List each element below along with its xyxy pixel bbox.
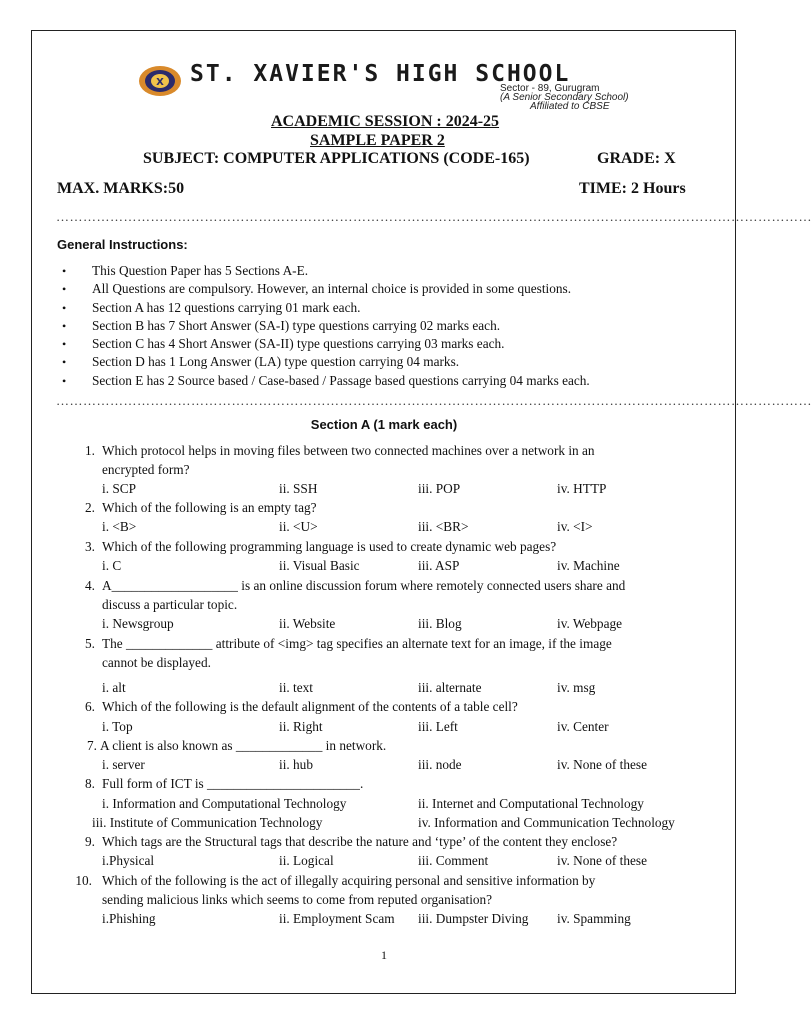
option: ii. Logical (279, 853, 334, 868)
question-number: 1. (85, 443, 95, 458)
question-number: 3. (85, 539, 95, 554)
time-allowed: TIME: 2 Hours (579, 180, 686, 197)
question-number: 5. (85, 636, 95, 651)
question-text: Which of the following programming language is used to create dynamic web pages? (102, 539, 557, 554)
option: iv. Machine (557, 558, 620, 573)
paper-title: SAMPLE PAPER 2 (310, 132, 445, 149)
option: iv. <I> (557, 519, 593, 534)
question-number: 10. (75, 873, 92, 888)
question-number: 7. (87, 738, 97, 753)
question-number: 4. (85, 578, 95, 593)
option: iii. node (418, 757, 462, 772)
option: ii. text (279, 680, 313, 695)
option: iii. Comment (418, 853, 489, 868)
question-text: Full form of ICT is _______________________. (102, 776, 364, 791)
option: iii. Blog (418, 616, 462, 631)
question-number: 8. (85, 776, 95, 791)
list-item: • This Question Paper has 5 Sections A-E. (62, 263, 309, 278)
question-text: Which of the following is the act of illegally acquiring personal and sensitive information by (102, 873, 596, 888)
option: iii. Dumpster Diving (418, 911, 529, 926)
option: iv. None of these (557, 757, 647, 772)
option: ii. SSH (279, 481, 318, 496)
question-text: A___________________ is an online discussion forum where remotely connected users share and (102, 578, 626, 593)
address-line: (A Senior Secondary School) (500, 92, 629, 103)
option: iii. alternate (418, 680, 482, 695)
address-line: Affiliated to CBSE (530, 101, 610, 112)
option: i. Information and Computational Technology (102, 796, 347, 811)
option: ii. Visual Basic (279, 558, 360, 573)
list-item: • Section A has 12 questions carrying 01 mark each. (62, 299, 361, 315)
list-item: • Section C has 4 Short Answer (SA-II) type questions carrying 03 marks each. (62, 336, 505, 352)
option: i. SCP (102, 481, 137, 496)
option: iv. msg (557, 680, 596, 695)
option: iv. Webpage (557, 616, 623, 631)
option: iii. Left (418, 719, 458, 734)
option: iii. Institute of Communication Technology (92, 815, 323, 830)
instructions-title: General Instructions: (57, 237, 188, 252)
address-line: Sector - 89, Gurugram (500, 83, 600, 94)
question-text: sending malicious links which seems to come from reputed organisation? (102, 892, 493, 907)
school-name: ST. XAVIER'S HIGH SCHOOL (190, 61, 571, 87)
option: ii. Employment Scam (279, 911, 395, 926)
school-crest-logo (138, 64, 182, 98)
section-a-title: Section A (1 mark each) (310, 417, 458, 432)
option: i. alt (102, 680, 126, 695)
option: iv. Spamming (557, 911, 631, 926)
question-number: 9. (85, 834, 95, 849)
instructions-list (56, 262, 716, 390)
option: ii. hub (279, 757, 313, 772)
dotted-divider: …………………………………………………………………………………………………………………………………………………… (56, 393, 812, 408)
option: ii. <U> (279, 519, 318, 534)
dotted-divider: …………………………………………………………………………………………………………………………………………………… (56, 209, 812, 224)
question-text: discuss a particular topic. (102, 597, 238, 612)
list-item: • Section B has 7 Short Answer (SA-I) type questions carrying 02 marks each. (62, 317, 501, 333)
max-marks: MAX. MARKS:50 (57, 180, 185, 197)
option: ii. Internet and Computational Technology (418, 796, 644, 811)
question-text: Which protocol helps in moving files between two connected machines over a network in an (102, 443, 595, 458)
option: i. server (102, 757, 145, 772)
option: i. <B> (102, 519, 137, 534)
subject-line: SUBJECT: COMPUTER APPLICATIONS (CODE-165) (143, 150, 530, 167)
option: iv. Information and Communication Technology (418, 815, 675, 830)
option: i. C (102, 558, 122, 573)
option: ii. Website (279, 616, 336, 631)
question-number: 6. (85, 699, 95, 714)
option: i. Top (102, 719, 133, 734)
list-item: • All Questions are compulsory. However, an internal choice is provided in some questions. (62, 281, 572, 297)
question-text: Which of the following is an empty tag? (102, 500, 317, 515)
svg-text:X: X (156, 77, 164, 88)
option: iv. Center (557, 719, 609, 734)
option: iii. <BR> (418, 519, 469, 534)
option: iv. HTTP (557, 481, 607, 496)
option: i.Physical (102, 853, 155, 868)
question-number: 2. (85, 500, 95, 515)
school-address (500, 84, 680, 111)
option: iii. ASP (418, 558, 460, 573)
option: iv. None of these (557, 853, 647, 868)
question-text: encrypted form? (102, 462, 190, 477)
question-text: The _____________ attribute of <img> tag specifies an alternate text for an image, if the image (102, 636, 612, 651)
option: iii. POP (418, 481, 461, 496)
question-text: cannot be displayed. (102, 655, 211, 670)
option: ii. Right (279, 719, 323, 734)
page-number: 1 (381, 948, 387, 962)
academic-session: ACADEMIC SESSION : 2024-25 (271, 113, 500, 130)
list-item: • Section D has 1 Long Answer (LA) type question carrying 04 marks. (62, 354, 460, 370)
question-text: A client is also known as _____________ in network. (100, 738, 387, 753)
option: i.Phishing (102, 911, 156, 926)
question-text: Which of the following is the default alignment of the contents of a table cell? (102, 699, 518, 714)
option: i. Newsgroup (102, 616, 174, 631)
question-text: Which tags are the Structural tags that describe the nature and ‘type’ of the content they enclose? (102, 834, 618, 849)
list-item: • Section E has 2 Source based / Case-based / Passage based questions carrying 04 marks each. (62, 372, 590, 388)
grade: GRADE: X (597, 150, 676, 167)
